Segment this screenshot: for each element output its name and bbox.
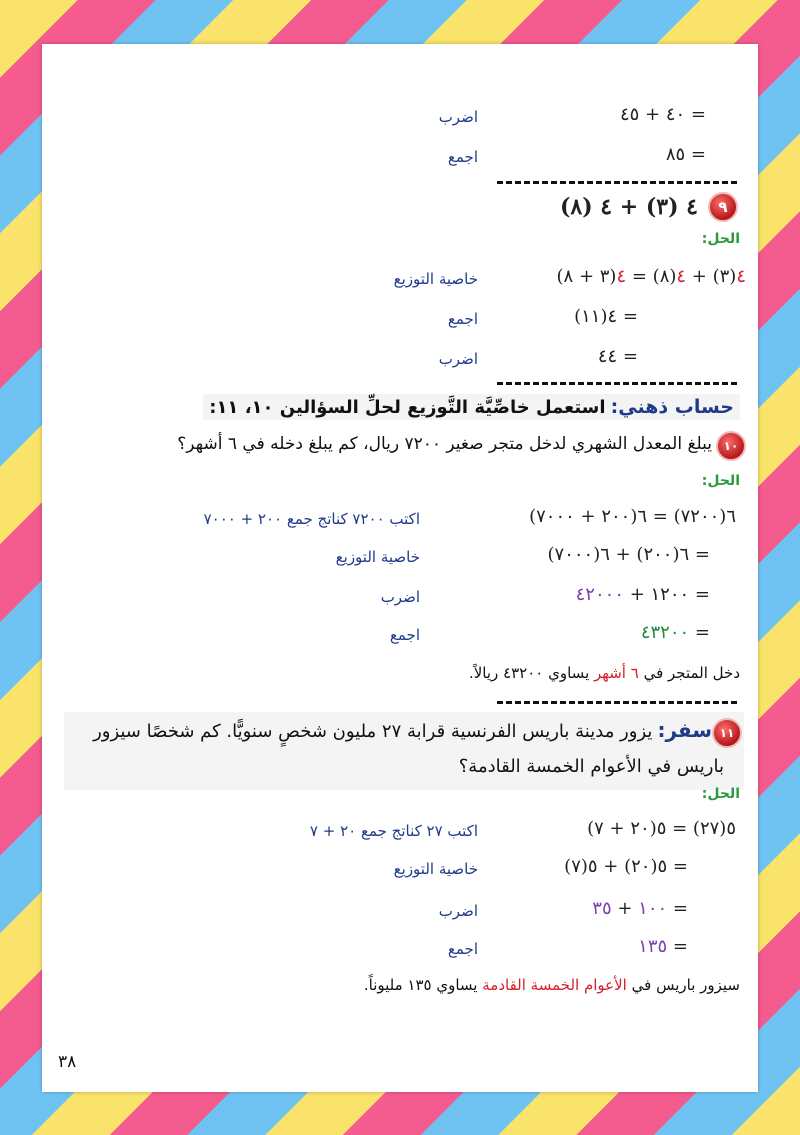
q10-solution-label: الحل:: [701, 473, 740, 489]
q9-row-3-op: اضرب: [438, 350, 478, 368]
question-11-text-line-1: سفر: يزور مدينة باريس الفرنسية قرابة ٢٧ مليون شخصٍ سنويًّا. كم شخصًا سيزور: [93, 718, 712, 742]
question-10-text: يبلغ المعدل الشهري لدخل متجر صغير ٧٢٠٠ ريال، كم يبلغ دخله في ٦ أشهر؟: [177, 434, 712, 454]
question-11-text-line-2: باريس في الأعوام الخمسة القادمة؟: [458, 756, 724, 777]
q11-row-4-expr: = ١٣٥: [638, 936, 688, 957]
divider: [497, 382, 737, 385]
q9-solution-label: الحل:: [701, 231, 740, 247]
top-op-2: اجمع: [447, 148, 478, 166]
top-expr-2: = ٨٥: [665, 144, 706, 165]
q11-row-1-expr: ٥(٢٧) = ٥(٢٠ + ٧): [587, 818, 736, 839]
q10-row-2-expr: = ٦(٢٠٠) + ٦(٧٠٠٠): [547, 544, 710, 565]
q10-answer: دخل المتجر في ٦ أشهر يساوي ٤٣٢٠٠ ريالاً.: [468, 664, 740, 682]
top-expr-1: = ٤٠ + ٤٥: [619, 104, 706, 125]
q11-row-4-op: اجمع: [447, 940, 478, 958]
worksheet-page: [42, 44, 758, 1092]
q11-row-2-op: خاصية التوزيع: [393, 860, 478, 878]
question-10-badge: ١٠: [716, 431, 746, 461]
top-op-1: اضرب: [438, 108, 478, 126]
question-9-problem: ٤ (٣) + ٤ (٨): [559, 194, 698, 220]
q10-row-3-expr: = ١٢٠٠ + ٤٢٠٠٠: [575, 584, 710, 605]
q11-answer: سيزور باريس في الأعوام الخمسة القادمة يساوي ١٣٥ مليوناً.: [363, 976, 740, 994]
q9-row-2-op: اجمع: [447, 310, 478, 328]
q10-row-1-expr: ٦(٧٢٠٠) = ٦(٢٠٠ + ٧٠٠٠): [529, 506, 736, 527]
q10-row-3-op: اضرب: [380, 588, 420, 606]
q10-row-1-op: اكتب ٧٢٠٠ كناتج جمع ٢٠٠ + ٧٠٠٠: [203, 510, 420, 528]
q11-row-1-op: اكتب ٢٧ كناتج جمع ٢٠ + ٧: [309, 822, 478, 840]
q9-row-1-op: خاصية التوزيع: [393, 270, 478, 288]
q9-row-1-expr: ٤(٣) + ٤(٨) = ٤(٣ + ٨): [556, 266, 746, 287]
divider: [497, 701, 737, 704]
q11-row-3-expr: = ١٠٠ + ٣٥: [592, 898, 688, 919]
divider: [497, 181, 737, 184]
page-number: ٣٨: [58, 1052, 77, 1072]
q11-row-3-op: اضرب: [438, 902, 478, 920]
question-11-badge: ١١: [712, 718, 742, 748]
q11-row-2-expr: = ٥(٢٠) + ٥(٧): [564, 856, 688, 877]
q10-row-4-op: اجمع: [389, 626, 420, 644]
q9-row-3-expr: = ٤٤: [597, 346, 638, 367]
question-9-badge: ٩: [708, 192, 738, 222]
q11-solution-label: الحل:: [701, 786, 740, 802]
q10-row-2-op: خاصية التوزيع: [335, 548, 420, 566]
mental-math-header: حساب ذهني: استعمل خاصِّيَّة التَّوزيع لحلِّ السؤالين ١٠، ١١:: [203, 394, 740, 420]
q9-row-2-expr: = ٤(١١): [574, 306, 638, 327]
q10-row-4-expr: = ٤٣٢٠٠: [640, 622, 710, 643]
